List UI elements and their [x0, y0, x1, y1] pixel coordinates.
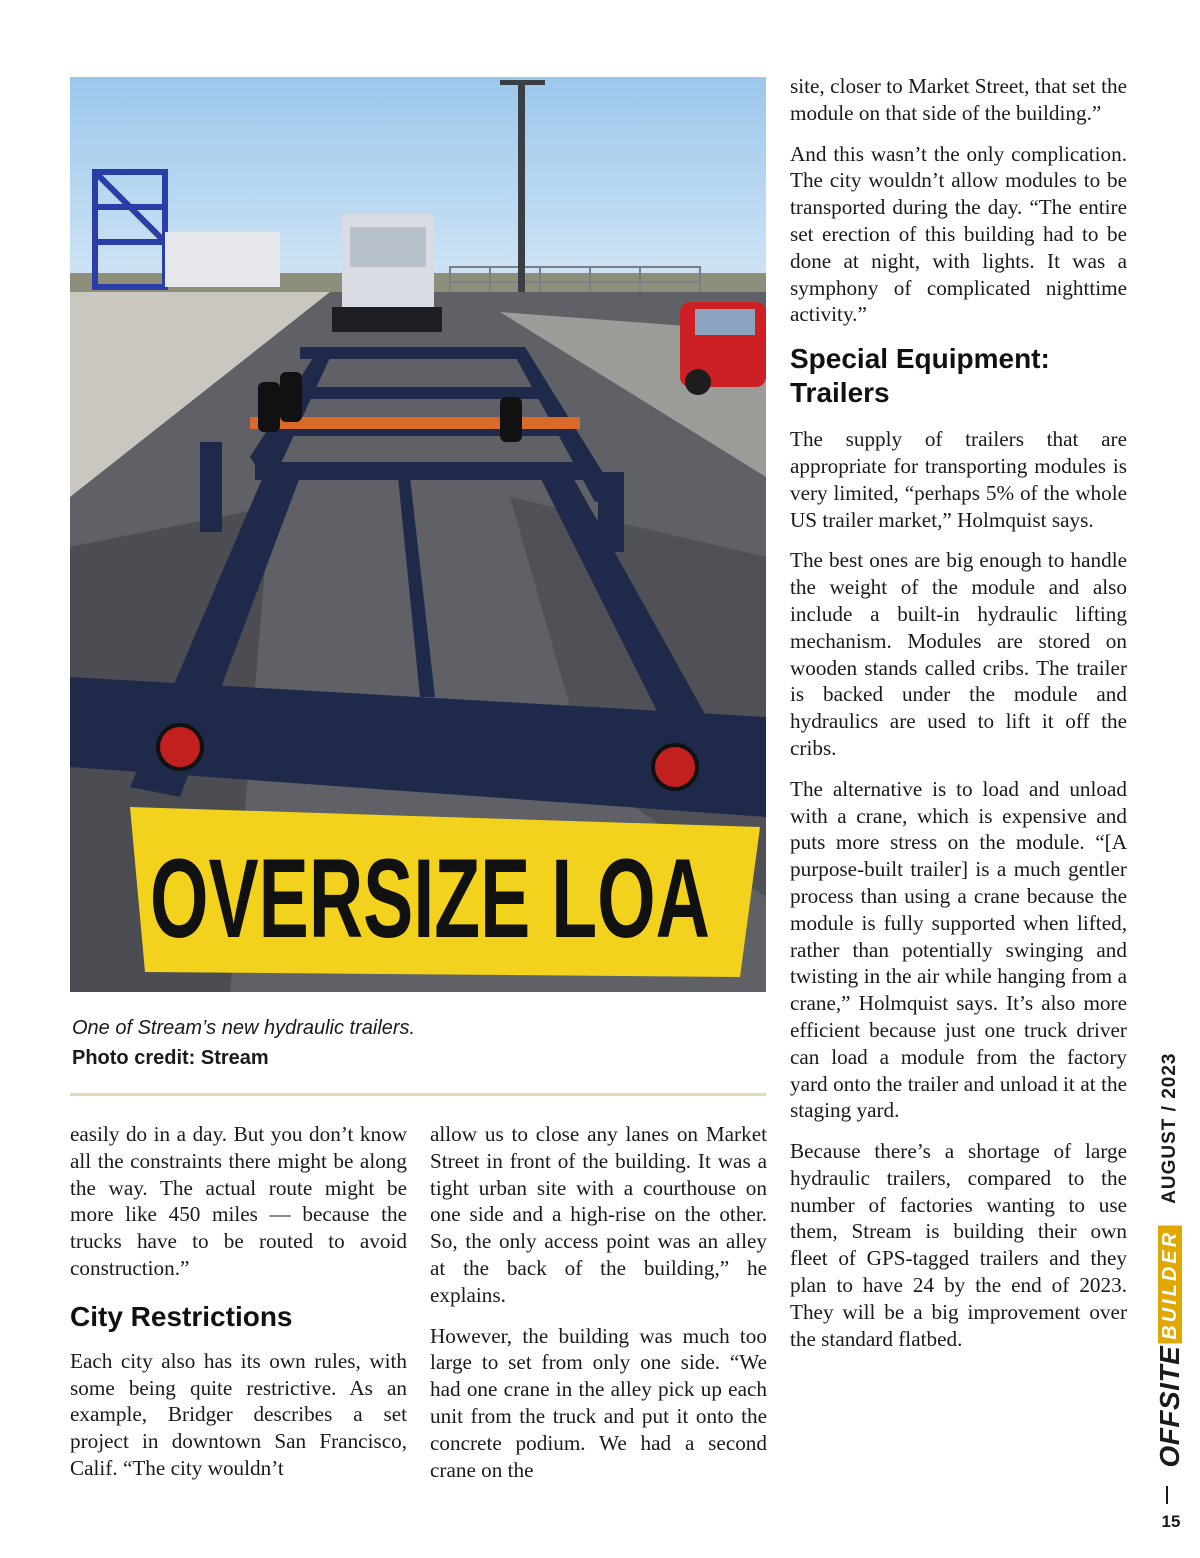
- paragraph: However, the building was much too large to set from only one side. “We had one crane in the alley pick up each unit from the truck and put it onto the concrete podium. We had a second crane on the: [430, 1323, 767, 1482]
- banner-text: OVERSIZE LOA: [150, 836, 710, 961]
- magazine-masthead: [1150, 1040, 1190, 1480]
- article-column-2: [430, 1121, 767, 1497]
- article-column-3: [790, 73, 1127, 1366]
- section-divider: [70, 1093, 766, 1096]
- photo-credit: Photo credit: Stream: [72, 1047, 269, 1069]
- semi-truck: [332, 214, 442, 332]
- brand-builder: BUILDER: [1158, 1226, 1182, 1344]
- paragraph: easily do in a day. But you don’t know all the constraints there might be along the way. The actual route might be more like 450 miles — because the trucks have to be routed to avoid construction.”: [70, 1122, 407, 1280]
- warehouse: [165, 232, 280, 287]
- paragraph: Because there’s a shortage of large hydraulic trailers, compared to the number of factories wanting to use them, Stream is building their own fleet of GPS-tagged trailers and they plan to have 24 by the end of 2023. They will be a big improvement over the standard flatbed.: [790, 1139, 1127, 1351]
- brand-offsite: OFFSITE: [1154, 1345, 1185, 1468]
- masthead-divider: [1166, 1486, 1168, 1504]
- article-column-1: [70, 1121, 407, 1496]
- red-truck: [680, 302, 766, 395]
- paragraph: allow us to close any lanes on Market Street in front of the building. It was a tight urban site with a courthouse on one side and a high-rise on the other. So, the only access point was an alley at the back of the building,” he explains.: [430, 1122, 767, 1307]
- caption-text: One of Stream’s new hydraulic trailers.: [72, 1017, 416, 1039]
- paragraph: site, closer to Market Street, that set the module on that side of the building.”: [790, 74, 1127, 125]
- tail-light-right: [653, 745, 697, 789]
- photo-caption: [72, 1013, 762, 1073]
- subheading-city-restrictions: City Restrictions: [70, 1300, 293, 1332]
- paragraph: The supply of trailers that are appropriate for transporting modules is very limited, “perhaps 5% of the whole US trailer market,” Holmquist says.: [790, 427, 1127, 532]
- tail-light-left: [158, 725, 202, 769]
- paragraph: The best ones are big enough to handle the weight of the module and also include a built-in hydraulic lifting mechanism. Modules are stored on wooden stands called cribs. The trailer is backed under the module and hydraulics are used to lift it off the cribs.: [790, 548, 1127, 760]
- paragraph: The alternative is to load and unload with a crane, which is expensive and puts more stress on the module. “[A purpose-built trailer] is a much gentler process than using a crane because the module is fully supported when lifted, rather than potentially swinging and twisting in the air while hanging from a crane,” Holmquist says. It’s also more efficient because just one truck driver can load a module from the factory yard onto the trailer and unload it at the staging yard.: [790, 776, 1127, 1123]
- page-number: 15: [1161, 1512, 1181, 1531]
- paragraph: And this wasn’t the only complication. The city wouldn’t allow modules to be transported during the day. “The entire set erection of this building had to be done at night, with lights. It was a symphony of complicated nighttime activity.”: [790, 141, 1127, 327]
- paragraph: Each city also has its own rules, with some being quite restrictive. As an example, Bridger describes a set project in downtown San Francisco, Calif. “The city wouldn’t: [70, 1348, 407, 1480]
- issue-date: AUGUST / 2023: [1159, 1052, 1180, 1204]
- subheading-special-equipment: Special Equipment: Trailers: [790, 343, 1050, 409]
- trailer-photo: [70, 77, 766, 992]
